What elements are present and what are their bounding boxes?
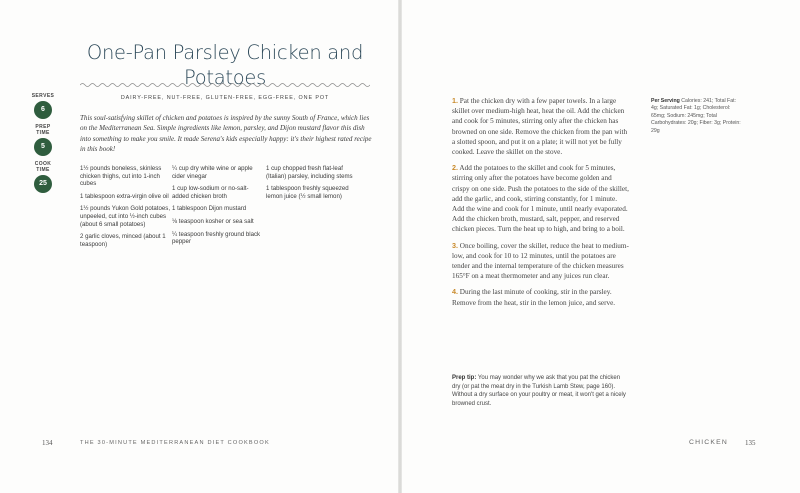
book-title-footer: THE 30-MINUTE MEDITERRANEAN DIET COOKBOOK [80, 440, 270, 446]
prep-time-label-2: TIME [36, 130, 50, 136]
cook-time-label-2: TIME [36, 167, 50, 173]
cook-time-block [31, 161, 55, 193]
cook-time-badge: 25 [34, 175, 52, 193]
right-page-number: 135 [745, 439, 756, 447]
prep-tip-text: You may wonder why we ask that you pat the chicken dry (or pat the meat dry in the Turkish Lamb Stew, page 160). Without a dry surface on your poultry or meat, it won't get a nicely browned crust. [452, 375, 626, 407]
directions [452, 96, 630, 314]
cook-time-label-1: COOK [34, 161, 52, 167]
recipe-title: One-Pan Parsley Chicken and Potatoes [86, 41, 364, 89]
direction-step [452, 96, 630, 157]
ingredient-item: 1 cup chopped fresh flat-leaf (Italian) parsley, including stems [266, 165, 353, 180]
ingredients-column-1 [80, 165, 170, 253]
step-text: Add the potatoes to the skillet and cook for 5 minutes, stirring only after the potatoes have become golden and crispy on one side. Push the potatoes to the side of the skillet, add the garlic, and cook, stirring constantly, for 1 minute. Add the wine and cook for 1 minute, until nearly evaporated. Add the chicken broth, mustard, salt, pepper, and reserved chicken pieces. Turn the heat up to high, and bring to a boil. [452, 164, 629, 234]
ingredients-column-3 [266, 165, 356, 205]
prep-time-label-1: PREP [35, 124, 51, 130]
recipe-tags: DAIRY-FREE, NUT-FREE, GLUTEN-FREE, EGG-FREE, ONE POT [120, 95, 330, 101]
nutrition-text: Calories: 241; Total Fat: 4g; Saturated Fat: 1g; Cholesterol: 65mg; Sodium: 245mg; Total Carbohydrates: 20g; Fiber: 3g; Protein: 29g [651, 98, 741, 134]
ingredient-item: 1 cup low-sodium or no-salt-added chicken broth [172, 185, 249, 200]
ingredient-item: 2 garlic cloves, minced (about 1 teaspoon) [80, 233, 166, 248]
serves-badge: 6 [34, 101, 52, 119]
prep-time-block [31, 124, 55, 156]
step-number: 2. [452, 163, 458, 173]
serves-block [31, 93, 55, 119]
ingredient-item: ⅛ teaspoon kosher or sea salt [172, 217, 254, 225]
prep-tip [452, 374, 627, 408]
step-number: 4. [452, 287, 458, 297]
left-page-number: 134 [42, 439, 53, 447]
nutrition-info [651, 98, 741, 135]
direction-step [452, 163, 630, 234]
section-footer: CHICKEN [689, 439, 728, 446]
direction-step [452, 241, 630, 282]
wavy-divider [80, 82, 370, 88]
serves-label: SERVES [31, 93, 55, 99]
prep-time-badge: 5 [34, 138, 52, 156]
step-number: 3. [452, 240, 458, 250]
ingredient-item: 1 tablespoon Dijon mustard [172, 205, 247, 213]
prep-tip-label: Prep tip: [452, 375, 477, 381]
ingredient-item: 1½ pounds Yukon Gold potatoes, unpeeled, cut into ½-inch cubes (about 6 small potatoes) [80, 205, 171, 228]
step-text: Once boiling, cover the skillet, reduce the heat to medium-low, and cook for 10 to 12 minutes, until the potatoes are tender and the internal temperature of the chicken measures 165°F on a meat thermometer and any juices run clear. [452, 241, 629, 281]
book-gutter [398, 0, 402, 493]
step-text: During the last minute of cooking, stir in the parsley. Remove from the heat, stir in the lemon juice, and serve. [452, 288, 616, 307]
step-number: 1. [452, 96, 458, 105]
ingredient-item: ¼ cup dry white wine or apple cider vinegar [172, 165, 253, 180]
ingredients-column-2 [172, 165, 262, 251]
ingredient-item: 1 tablespoon extra-virgin olive oil [80, 192, 169, 200]
direction-step [452, 287, 630, 307]
ingredient-item: 1½ pounds boneless, skinless chicken thighs, cut into 1-inch cubes [80, 165, 162, 188]
nutrition-label: Per Serving [651, 98, 680, 104]
ingredient-item: ¼ teaspoon freshly ground black pepper [172, 230, 261, 246]
step-text: Pat the chicken dry with a few paper towels. In a large skillet over medium-high heat, heat the oil. Add the chicken and cook for 5 minutes, stirring only after the chicken has browned on one side. Remove the chicken from the pan with a slotted spoon, and put it on a plate; it will not yet be fully cooked. Leave the skillet on the stove. [452, 97, 628, 157]
ingredient-item: 1 tablespoon freshly squeezed lemon juice (½ small lemon) [266, 185, 349, 200]
recipe-intro: This soul-satisfying skillet of chicken and potatoes is inspired by the sunny South of France, which lies on the Mediterranean Sea. Simple ingredients like lemon, parsley, and Dijon mustard flavor this dish into something to make you smile. It made Serena's kids especially happy: it's their highest rated recipe in this book! [80, 114, 372, 153]
